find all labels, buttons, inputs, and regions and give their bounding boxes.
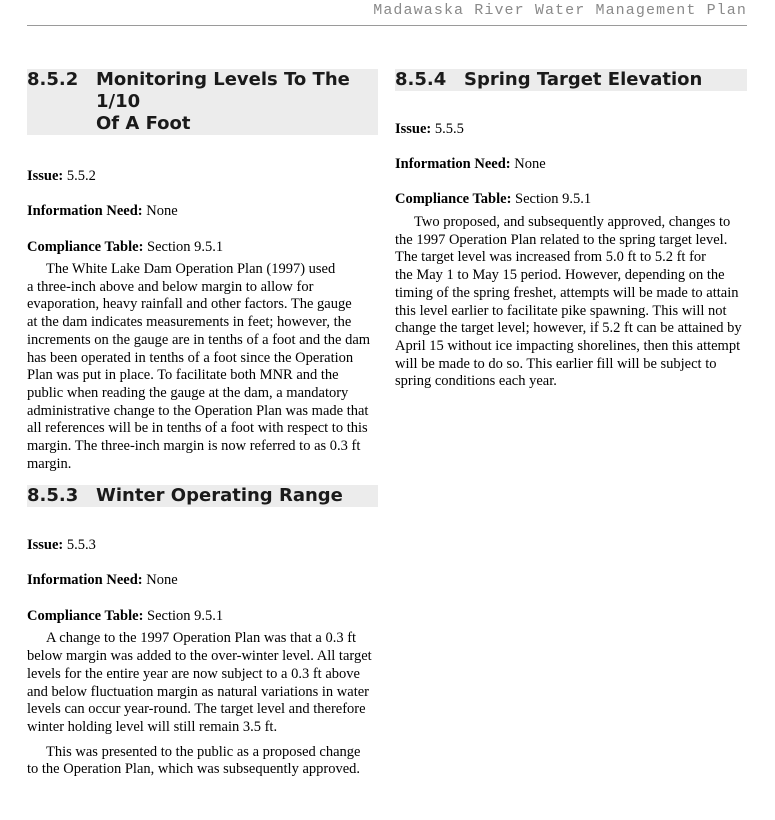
section-title-line: Of A Foot <box>96 113 191 134</box>
text-line: levels can occur year-round. The target level and therefore <box>27 701 366 718</box>
text-line: at the dam indicates measurements in feet; however, the <box>27 314 352 331</box>
field-label: Issue: <box>395 121 432 137</box>
field-value: Section 9.5.1 <box>147 608 224 625</box>
field-label: Information Need: <box>27 203 143 219</box>
section-title: Spring Target Elevation <box>464 69 703 90</box>
text-line: the May 1 to May 15 period. However, depending on the <box>395 267 725 284</box>
text-line: levels for the entire year are now subject to a 0.3 ft above <box>27 665 360 682</box>
text-line: below margin was added to the over-winter level. All target <box>27 648 372 665</box>
text-line: the 1997 Operation Plan related to the spring target level. <box>395 231 728 248</box>
field-value: 5.5.3 <box>66 537 96 554</box>
text-line: A change to the 1997 Operation Plan was that a 0.3 ft <box>46 630 357 647</box>
text-line: timing of the spring freshet, attempts will be made to attain <box>395 284 739 301</box>
section-title: Winter Operating Range <box>96 485 343 507</box>
text-line: has been operated in tenths of a foot since the Operation <box>27 349 354 366</box>
field-value: Section 9.5.1 <box>147 239 224 255</box>
text-line: increments on the gauge are in tenths of a foot and the dam <box>27 331 371 348</box>
text-line: change the target level; however, if 5.2 ft can be attained by <box>395 320 742 337</box>
left-column <box>27 69 378 779</box>
text-line: Two proposed, and subsequently approved, changes to <box>414 214 731 230</box>
text-line: administrative change to the Operation Plan was made that <box>27 402 369 419</box>
field-value: 5.5.5 <box>434 121 464 137</box>
text-line: margin. <box>27 455 72 472</box>
text-line: evaporation, heavy rainfall and other factors. The gauge <box>27 296 352 313</box>
field-value: None <box>514 156 546 172</box>
field-label: Information Need: <box>395 156 511 172</box>
field-label: Issue: <box>27 537 64 554</box>
compliance-table-field <box>27 607 378 625</box>
field-value: Section 9.5.1 <box>515 191 592 207</box>
text-line: Plan was put in place. To facilitate both MNR and the <box>27 367 339 384</box>
section-heading-8-5-3 <box>27 485 378 507</box>
body-paragraph <box>27 261 378 473</box>
text-line: winter holding level will still remain 3.5 ft. <box>27 718 278 735</box>
running-header: Madawaska River Water Management Plan <box>373 2 747 19</box>
text-line: The target level was increased from 5.0 ft to 5.2 ft for <box>395 249 706 266</box>
information-need-field <box>395 155 747 173</box>
text-line: April 15 without ice impacting shorelines, then this attempt <box>395 337 741 354</box>
compliance-table-field <box>27 238 378 256</box>
text-line: and below fluctuation margin as natural variations in water <box>27 683 369 700</box>
field-label: Compliance Table: <box>27 239 144 255</box>
section-heading-8-5-4 <box>395 69 747 91</box>
issue-field <box>27 536 378 554</box>
section-number: 8.5.2 <box>27 69 79 90</box>
section-number: 8.5.4 <box>395 69 447 90</box>
text-line: public when reading the gauge at the dam, a mandatory <box>27 384 349 401</box>
text-line: spring conditions each year. <box>395 373 557 390</box>
section-title <box>96 69 378 135</box>
text-line: This was presented to the public as a proposed change <box>46 743 361 760</box>
field-value: None <box>146 572 178 589</box>
issue-field <box>27 167 378 185</box>
text-line: all references will be in tenths of a foot with respect to this <box>27 420 368 437</box>
information-need-field <box>27 571 378 589</box>
body-paragraph <box>395 214 747 391</box>
text-line: will be made to do so. This earlier fill will be subject to <box>395 355 717 372</box>
field-label: Compliance Table: <box>27 608 144 625</box>
field-label: Issue: <box>27 168 64 184</box>
text-line: margin. The three-inch margin is now referred to as 0.3 ft <box>27 438 361 455</box>
section-title-line: Monitoring Levels To The 1/10 <box>96 69 350 112</box>
text-line: to the Operation Plan, which was subsequently approved. <box>27 761 361 778</box>
field-label: Information Need: <box>27 572 143 589</box>
section-heading-8-5-2 <box>27 69 378 135</box>
text-line: this level earlier to facilitate pike spawning. This will not <box>395 302 727 319</box>
information-need-field <box>27 202 378 220</box>
text-line: The White Lake Dam Operation Plan (1997) used <box>46 261 336 277</box>
field-value: None <box>146 203 178 219</box>
field-value: 5.5.2 <box>66 168 96 184</box>
section-number: 8.5.3 <box>27 485 79 507</box>
text-line: a three-inch above and below margin to allow for <box>27 278 314 295</box>
header-rule <box>27 25 747 26</box>
body-paragraph <box>27 630 378 736</box>
right-column <box>395 69 747 391</box>
body-paragraph <box>27 744 378 779</box>
field-label: Compliance Table: <box>395 191 512 207</box>
compliance-table-field <box>395 190 747 208</box>
issue-field <box>395 120 747 138</box>
